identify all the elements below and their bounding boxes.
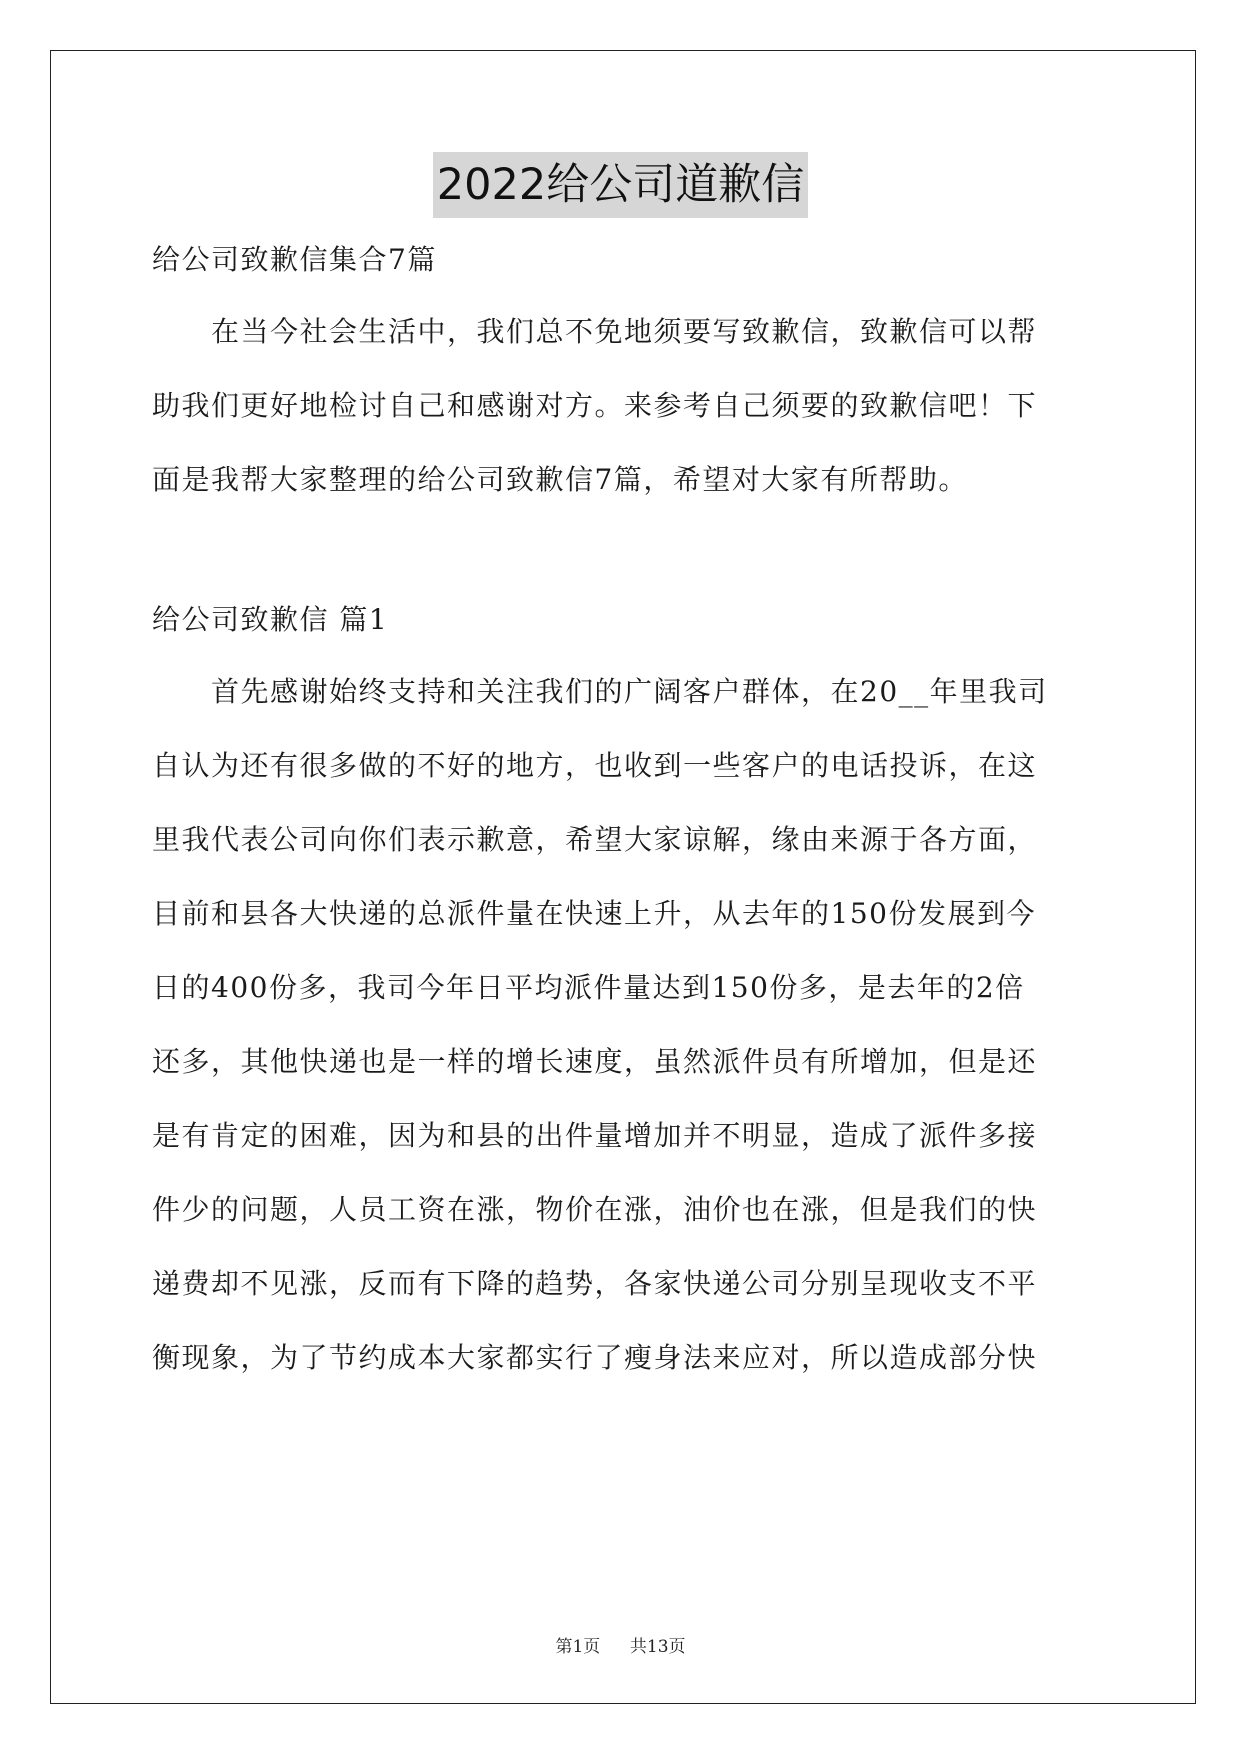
title-container [0,152,1241,218]
page-total: 共13页 [629,1637,686,1657]
body-line: 自认为还有很多做的不好的地方，也收到一些客户的电话投诉，在这 [152,749,1038,782]
intro-line: 面是我帮大家整理的给公司致歉信7篇，希望对大家有所帮助。 [152,463,968,496]
document-subtitle: 给公司致歉信集合7篇 [152,243,437,276]
body-line: 还多，其他快递也是一样的增长速度，虽然派件员有所增加，但是还 [152,1045,1038,1078]
body-line: 目前和县各大快递的总派件量在快速上升，从去年的150份发展到今 [152,897,1036,930]
page-border [50,50,1196,1704]
body-line: 首先感谢始终支持和关注我们的广阔客户群体，在20__年里我司 [211,675,1048,708]
body-line: 递费却不见涨，反而有下降的趋势，各家快递公司分别呈现收支不平 [152,1267,1038,1300]
body-line: 日的400份多，我司今年日平均派件量达到150份多，是去年的2倍 [152,971,1025,1004]
page-title: 2022给公司道歉信 [433,152,808,218]
body-line: 衡现象，为了节约成本大家都实行了瘦身法来应对，所以造成部分快 [152,1341,1038,1374]
body-line: 里我代表公司向你们表示歉意，希望大家谅解，缘由来源于各方面， [152,823,1038,856]
intro-line: 助我们更好地检讨自己和感谢对方。来参考自己须要的致歉信吧！下 [152,389,1038,422]
page-footer [0,1636,1241,1658]
section-heading: 给公司致歉信 篇1 [152,603,389,636]
body-line: 是有肯定的困难，因为和县的出件量增加并不明显，造成了派件多接 [152,1119,1038,1152]
body-line: 件少的问题，人员工资在涨，物价在涨，油价也在涨，但是我们的快 [152,1193,1038,1226]
page-number: 第1页 [555,1637,601,1657]
intro-line: 在当今社会生活中，我们总不免地须要写致歉信，致歉信可以帮 [211,315,1038,348]
